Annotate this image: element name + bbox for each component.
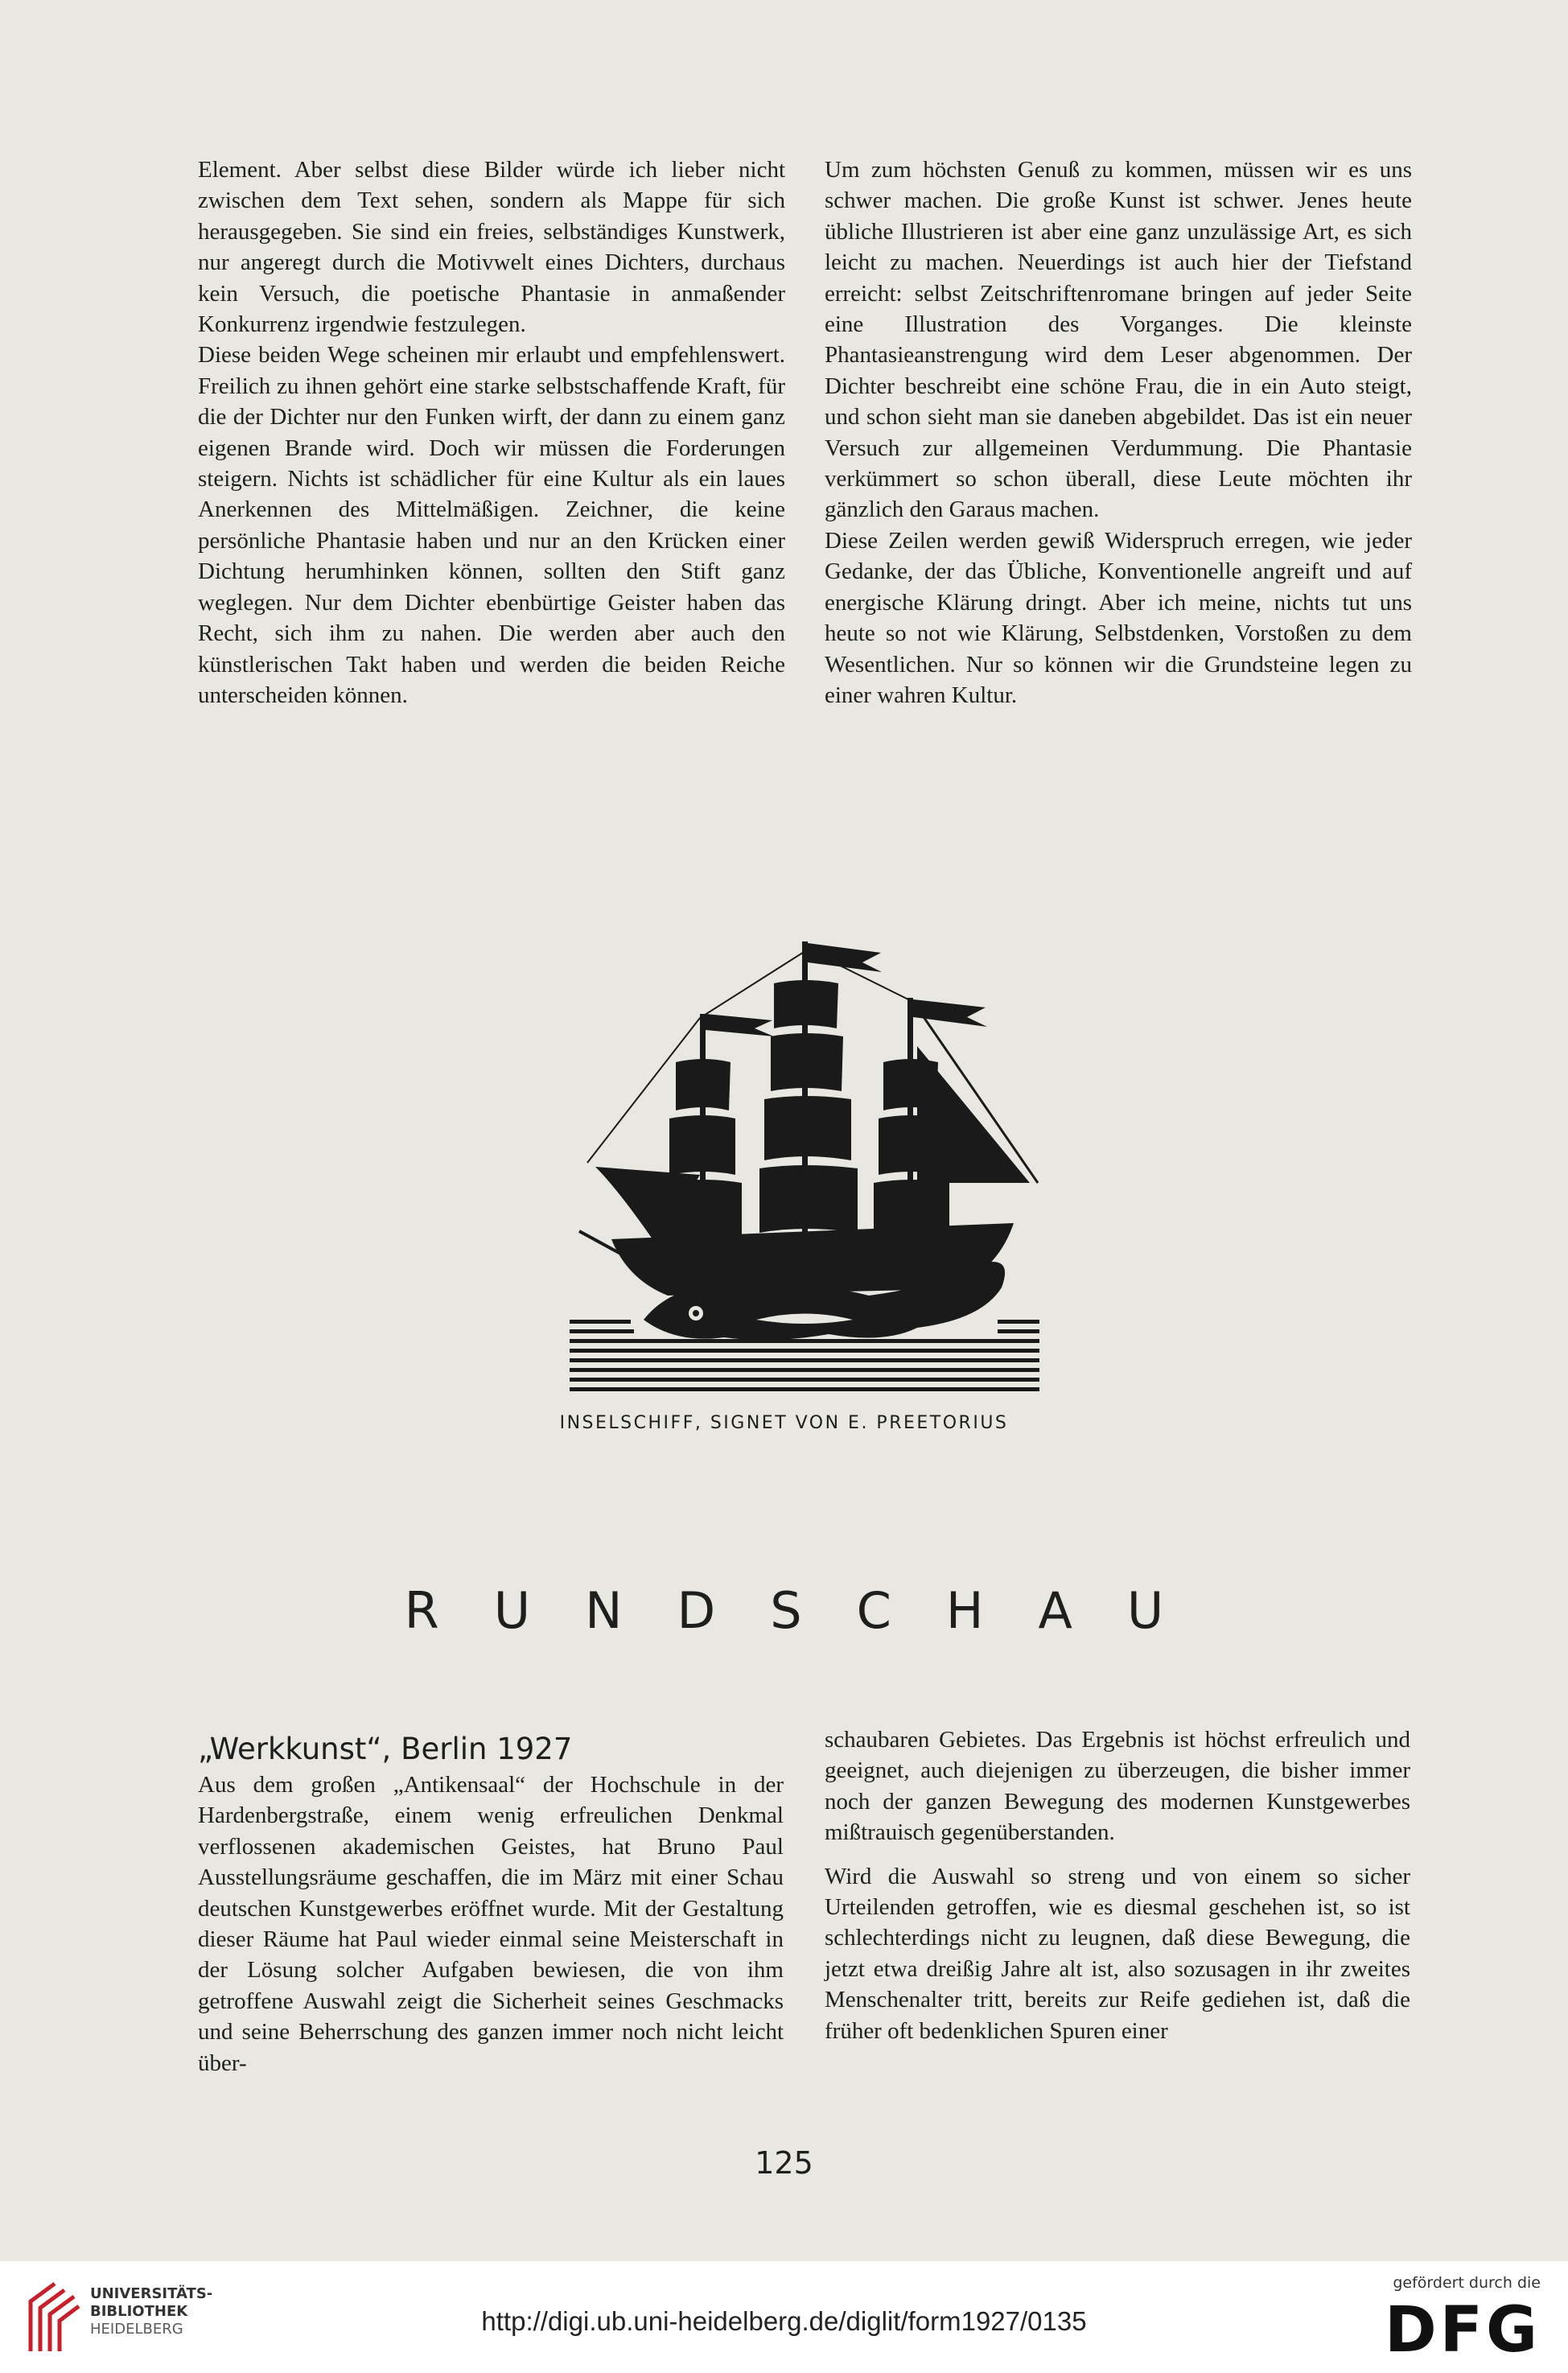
ship-signet-illustration: [563, 941, 1046, 1392]
text-column-top-right: [825, 154, 1412, 711]
paragraph: schaubaren Gebietes. Das Ergebnis ist höchst erfreulich und geeignet, auch diejenigen zu überzeugen, die bisher immer noch der ganzen Bewegung des modernen Kunstgewerbes mißtrauisch gegenüberstanden.: [825, 1727, 1410, 1846]
figure-caption: INSELSCHIFF, SIGNET VON E. PREETORIUS: [559, 1413, 1009, 1433]
library-line: BIBLIOTHEK: [90, 2303, 188, 2320]
page-number: 125: [755, 2145, 813, 2181]
paragraph: Diese beiden Wege scheinen mir erlaubt und empfehlenswert. Freilich zu ihnen gehört eine starke selbstschaffende Kraft, für die der Dichter nur den Funken wirft, der dann zu einem ganz eigenen Brande wird. Doch wir müssen die Forderungen steigern. Nichts ist schädlicher für eine Kultur als ein laues Anerkennen des Mittelmäßigen. Zeichner, die keine persönliche Phantasie haben und nur an den Krücken einer Dichtung herumhinken können, sollten den Stift ganz weglegen. Nur dem Dichter ebenbürtige Geister haben das Recht, sich ihm zu nahen. Die werden aber auch den künstlerischen Takt haben und werden die beiden Reiche unterscheiden können.: [198, 342, 785, 708]
paragraph: Wird die Auswahl so streng und von einem so sicher Urteilenden getroffen, wie es diesmal geschehen ist, so ist schlechterdings nicht zu leugnen, daß diese Bewegung, die jetzt etwa dreißig Jahre alt ist, also sozusagen in ihr zweites Menschenalter tritt, bereits zur Reife gediehen ist, daß die früher oft bedenklichen Spuren einer: [825, 1863, 1410, 2044]
paragraph: Element. Aber selbst diese Bilder würde ich lieber nicht zwischen dem Text sehen, sondern als Mappe für sich herausgegeben. Sie sind ein freies, selbständiges Kunstwerk, nur angeregt durch die Motivwelt eines Dichters, durchaus kein Versuch, die poetische Phantasie in anmaßender Konkurrenz irgendwie festzulegen.: [198, 157, 785, 338]
article-heading: „Werkkunst“, Berlin 1927: [198, 1732, 573, 1766]
source-url-link[interactable]: http://digi.ub.uni-heidelberg.de/diglit/form1927/0135: [481, 2306, 1087, 2336]
text-column-bottom-left: [198, 1769, 784, 2078]
paragraph: Diese Zeilen werden gewiß Widerspruch erregen, wie jeder Gedanke, der das Übliche, Konventionelle angreift und auf energische Klärung dringt. Aber ich meine, nichts tut uns heute so not wie Klärung, Selbstdenken, Vorstoßen zu dem Wesentlichen. Nur so können wir die Grundsteine legen zu einer wahren Kultur.: [825, 527, 1412, 708]
funding-note: gefördert durch die: [1393, 2274, 1541, 2292]
section-title: RUNDSCHAU: [404, 1581, 1219, 1640]
dfg-logo: DFG: [1384, 2294, 1541, 2367]
paragraph: Um zum höchsten Genuß zu kommen, müssen wir es uns schwer machen. Die große Kunst ist schwer. Jenes heute übliche Illustrieren ist aber eine ganz unzulässige Art, es sich leicht zu machen. Neuerdings ist auch hier der Tiefstand erreicht: selbst Zeitschriftenromane bringen auf jeder Seite eine Illustration des Vorganges. Die kleinste Phantasieanstrengung wird dem Leser abgenommen. Der Dichter beschreibt eine schöne Frau, die in ein Auto steigt, und schon sieht man sie daneben abgebildet. Das ist ein neuer Versuch zur allgemeinen Verdummung. Die Phantasie verkümmert so schon überall, diese Leute möchten ihr gänzlich den Garaus machen.: [825, 157, 1412, 523]
paragraph: Aus dem großen „Antikensaal“ der Hochschule in der Hardenbergstraße, einem wenig erfreulichen Denkmal verflossenen akademischen Geistes, hat Bruno Paul Ausstellungsräume geschaffen, die im März mit einer Schau deutschen Kunstgewerbes eröffnet wurde. Mit der Gestaltung dieser Räume hat Paul wieder einmal seine Meisterschaft in der Lösung solcher Aufgaben bewiesen, die von ihm getroffene Auswahl zeigt die Sicherheit seines Geschmacks und seine Beherrschung des ganzen immer noch nicht leicht über-: [198, 1772, 784, 2076]
text-column-top-left: [198, 154, 785, 711]
library-line: UNIVERSITÄTS-: [90, 2285, 213, 2302]
text-column-bottom-right: [825, 1724, 1410, 2046]
footer-bar: [0, 2261, 1568, 2373]
library-line: HEIDELBERG: [90, 2321, 183, 2338]
